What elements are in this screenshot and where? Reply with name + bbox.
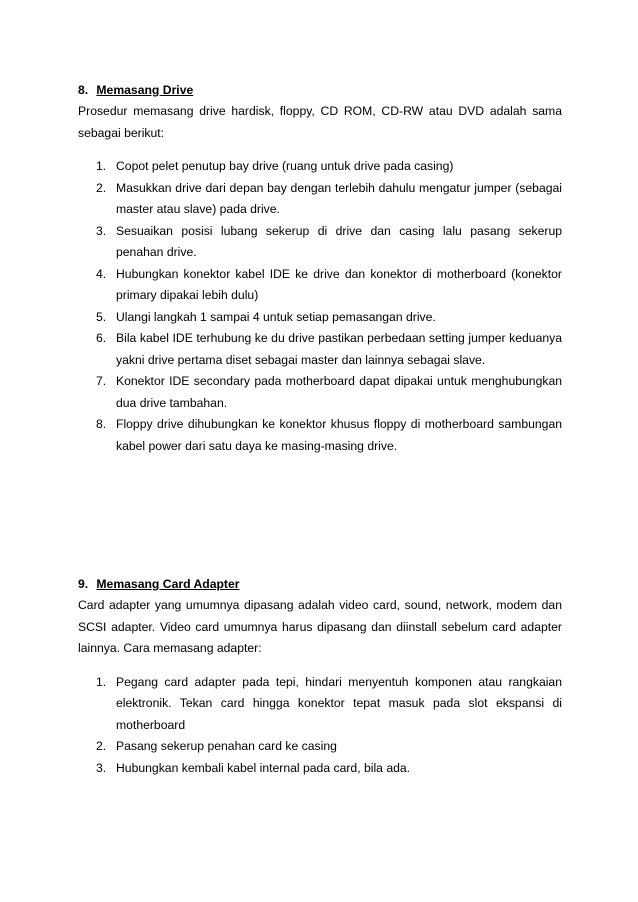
list-item-text: Floppy drive dihubungkan ke konektor khusus floppy di motherboard sambungan kabel power dari satu daya ke masing-masing drive.: [116, 417, 562, 453]
list-item-number: 7.: [96, 374, 107, 388]
section-title: Memasang Drive: [96, 83, 194, 97]
list-item-text: Copot pelet penutup bay drive (ruang untuk drive pada casing): [116, 159, 454, 173]
section-intro: Prosedur memasang drive hardisk, floppy, CD ROM, CD-RW atau DVD adalah sama sebagai berikut:: [78, 104, 562, 140]
section-memasang-card-adapter: [78, 575, 562, 779]
list-item-text: Ulangi langkah 1 sampai 4 untuk setiap pemasangan drive.: [116, 309, 436, 324]
section-intro: Card adapter yang umumnya dipasang adalah video card, sound, network, modem dan SCSI adapter. Video card umumnya harus dipasang dan diinstall sebelum card adapter lainnya. Cara memasang adapter:: [78, 598, 562, 655]
list-item-text: Sesuaikan posisi lubang sekerup di drive dan casing lalu pasang sekerup penahan drive.: [116, 223, 562, 259]
list-item: [96, 264, 562, 307]
list-item-text: Konektor IDE secondary pada motherboard dapat dipakai untuk menghubungkan dua drive tambahan.: [116, 374, 562, 410]
list-item: [96, 178, 562, 221]
list-item: [96, 371, 562, 414]
section-number: 9.: [78, 577, 89, 591]
list-item-number: 1.: [96, 159, 107, 173]
list-item-text: Masukkan drive dari depan bay dengan terlebih dahulu mengatur jumper (sebagai master atau slave) pada drive.: [116, 180, 562, 216]
section-title: Memasang Card Adapter: [96, 577, 240, 591]
list-item: [96, 156, 562, 178]
section-number: 8.: [78, 83, 89, 97]
section-heading: [78, 81, 562, 100]
list-item-number: 5.: [96, 309, 107, 324]
list-item-text: Bila kabel IDE terhubung ke du drive pastikan perbedaan setting jumper keduanya yakni drive pertama diset sebagai master dan lainnya sebagai slave.: [116, 331, 562, 367]
list-item: [96, 414, 562, 457]
list-item: [96, 758, 562, 780]
list-item: [96, 221, 562, 264]
list-item-number: 8.: [96, 417, 107, 431]
list-item-number: 1.: [96, 674, 107, 689]
list-item: [96, 672, 562, 737]
list-item-text: Pasang sekerup penahan card ke casing: [116, 739, 337, 753]
list-item-number: 2.: [96, 739, 107, 753]
list-item: [96, 307, 562, 329]
steps-list: [78, 156, 562, 457]
steps-list: [78, 672, 562, 780]
list-item-number: 2.: [96, 180, 107, 195]
list-item-number: 3.: [96, 223, 107, 238]
list-item-number: 6.: [96, 331, 107, 345]
list-item: [96, 736, 562, 758]
list-item-number: 4.: [96, 266, 107, 281]
list-item-number: 3.: [96, 760, 107, 775]
list-item-text: Hubungkan kembali kabel internal pada card, bila ada.: [116, 760, 411, 775]
list-item: [96, 328, 562, 371]
section-heading: [78, 575, 562, 594]
list-item-text: Pegang card adapter pada tepi, hindari menyentuh komponen atau rangkaian elektronik. Tekan card hingga konektor tepat masuk pada slot ekspansi di motherboard: [116, 674, 562, 732]
list-item-text: Hubungkan konektor kabel IDE ke drive dan konektor di motherboard (konektor primary dipakai lebih dulu): [116, 266, 562, 302]
section-memasang-drive: [78, 81, 562, 457]
